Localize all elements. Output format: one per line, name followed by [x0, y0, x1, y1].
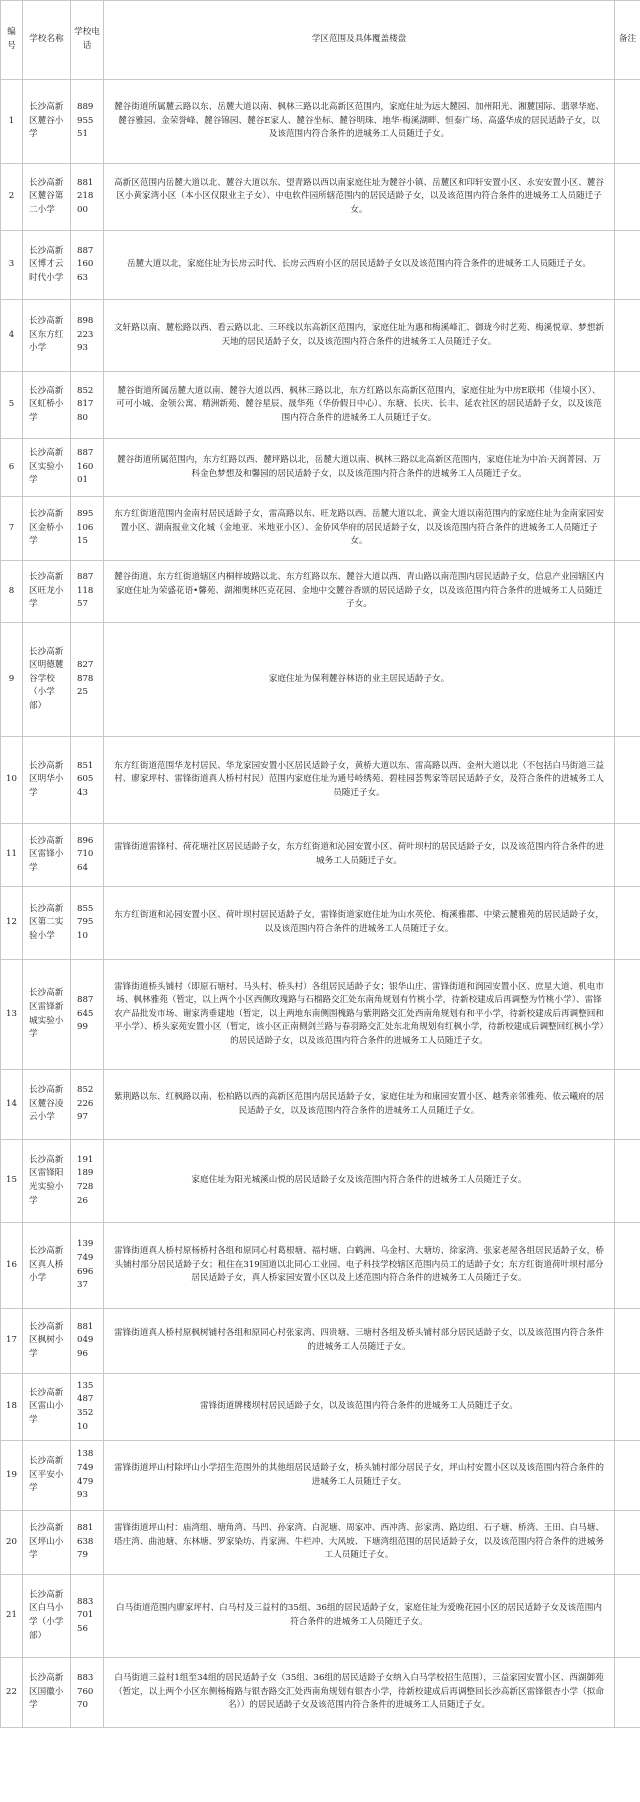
table-header-row	[1, 1, 640, 80]
row-no: 9	[1, 623, 23, 737]
row-scope: 雷锋街道桥头铺村（即原石塘村、马头村、桥头村）各组居民适龄子女；银华山庄、雷锋街道和润园安置小区、庶星大道、机电市场、枫林雅苑（暂定，以上两个小区西侧玫瑰路与石榴路交汇处东南角规划有竹桃小学，待新校建成后再调整为竹桃小学）、雷锋农产品批发市场、谢家湾垂建地（暂定，以上两地东南侧围槐路与紫荆路交汇处西南角规划有和平小学，待新校建成后再调整回和平小学）、桥头家苑安置小区（暂定，该小区正南侧剑兰路与春羽路交汇处东北角规划有红枫小学，待新校建成后调整回红枫小学）的居民适龄子女，以及该范围内符合条件的进城务工人员随迁子女。	[104, 960, 615, 1070]
header-district-scope: 学区范围及具体覆盖楼盘	[104, 1, 615, 80]
row-phone: 139 749 696 37	[71, 1223, 104, 1309]
table-row	[1, 1309, 640, 1374]
row-school-name: 长沙高新区雷锋小学	[23, 824, 71, 887]
row-scope: 家庭住址为保利麓谷林语的业主居民适龄子女。	[104, 623, 615, 737]
row-scope: 雷锋街道牌楼坝村居民适龄子女，以及该范围内符合条件的进城务工人员随迁子女。	[104, 1374, 615, 1441]
row-note	[615, 1441, 640, 1511]
row-note	[615, 439, 640, 497]
row-no: 17	[1, 1309, 23, 1374]
row-note	[615, 1140, 640, 1223]
row-no: 18	[1, 1374, 23, 1441]
row-scope: 雷锋街道真人桥村原杨桥村各组和原同心村葛根塘、福村塘、白鹤洲、乌金村、大塘坊、徐家湾、张家老屋各组居民适龄子女，桥头铺村部分居民适龄子女；租住在319国道以北同心工业园、电子科技学校辖区范围内员工的适龄子女；东方红街道荷叶坝村部分居民适龄子女，真人桥家园安置小区以及上述范围内符合条件的进城务工人员随迁子女。	[104, 1223, 615, 1309]
table-row	[1, 300, 640, 372]
table-row	[1, 439, 640, 497]
row-phone: 887 160 01	[71, 439, 104, 497]
row-no: 2	[1, 164, 23, 231]
row-scope: 文轩路以南、麓松路以西、看云路以北、三环线以东高新区范围内，家庭住址为惠和梅溪峰汇、御珑今时艺苑、梅溪悦章、梦想新天地的居民适龄子女，以及该范围内符合条件的进城务工人员随迁子女。	[104, 300, 615, 372]
table-row	[1, 231, 640, 300]
row-no: 4	[1, 300, 23, 372]
table-row	[1, 164, 640, 231]
row-note	[615, 960, 640, 1070]
row-note	[615, 497, 640, 561]
row-school-name: 长沙高新区白马小学（小学部）	[23, 1575, 71, 1658]
row-note	[615, 1658, 640, 1728]
table-row	[1, 561, 640, 623]
row-no: 6	[1, 439, 23, 497]
row-school-name: 长沙高新区平安小学	[23, 1441, 71, 1511]
row-no: 10	[1, 737, 23, 824]
row-scope: 东方红街道和沁园安置小区、荷叶坝村居民适龄子女，雷锋街道家庭住址为山水英伦、梅溪雅郡、中梁云麓雅苑的居民适龄子女，以及该范围内符合条件的进城务工人员随迁子女。	[104, 887, 615, 960]
row-phone: 138 749 479 93	[71, 1441, 104, 1511]
header-school-name: 学校名称	[23, 1, 71, 80]
row-school-name: 长沙高新区真人桥小学	[23, 1223, 71, 1309]
table-row	[1, 1658, 640, 1728]
row-phone: 881 218 00	[71, 164, 104, 231]
table-row	[1, 1441, 640, 1511]
row-school-name: 长沙高新区明德麓谷学校（小学部）	[23, 623, 71, 737]
row-scope: 麓谷街道所属岳麓大道以南、麓谷大道以西、枫林三路以北，东方红路以东高新区范围内，家庭住址为中房E联邦（佳境小区）、可可小城、金领公寓、精洲新苑、麓谷星辰、晟华苑（华侨假日中心）、东塘、长庆、长丰、延农社区的居民适龄子女，以及该范围内符合条件的进城务工人员随迁子女。	[104, 372, 615, 439]
row-school-name: 长沙高新区第二实验小学	[23, 887, 71, 960]
row-school-name: 长沙高新区实验小学	[23, 439, 71, 497]
row-school-name: 长沙高新区旺龙小学	[23, 561, 71, 623]
table-row	[1, 1070, 640, 1140]
row-phone: 135 487 352 10	[71, 1374, 104, 1441]
row-school-name: 长沙高新区麓谷小学	[23, 80, 71, 164]
row-phone: 881 638 79	[71, 1511, 104, 1575]
row-scope: 白马街道范围内廖家坪村、白马村及三益村的35组、36组的居民适龄子女，家庭住址为爱晚花园小区的居民适龄子女及该范围内符合条件的进城务工人员随迁子女。	[104, 1575, 615, 1658]
row-school-name: 长沙高新区东方红小学	[23, 300, 71, 372]
table-row	[1, 623, 640, 737]
row-no: 5	[1, 372, 23, 439]
row-note	[615, 824, 640, 887]
row-no: 15	[1, 1140, 23, 1223]
row-scope: 白马街道三益村1组至34组的居民适龄子女（35组、36组的居民适龄子女纳入白马学校招生范围），三益家园安置小区、西湖御苑（暂定，以上两个小区东侧杨梅路与银杏路交汇处西南角规划有银杏小学，待新校建成后再调整回长沙高新区雷锋银杏小学（拟命名））的居民适龄子女及该范围内符合条件的进城务工人员随迁子女。	[104, 1658, 615, 1728]
row-school-name: 长沙高新区麓谷凌云小学	[23, 1070, 71, 1140]
table-row	[1, 824, 640, 887]
row-no: 21	[1, 1575, 23, 1658]
table-row	[1, 1511, 640, 1575]
row-phone: 895 106 15	[71, 497, 104, 561]
row-scope: 麓谷街道所属范围内，东方红路以西、麓坪路以北，岳麓大道以南、枫林三路以北高新区范围内，家庭住址为中冶·天润菁园、万科金色梦想及和馨园的居民适龄子女，以及该范围内符合条件的进城务工人员随迁子女。	[104, 439, 615, 497]
row-school-name: 长沙高新区枫树小学	[23, 1309, 71, 1374]
row-school-name: 长沙高新区金桥小学	[23, 497, 71, 561]
row-note	[615, 1575, 640, 1658]
row-scope: 紫荆路以东、红枫路以南、松柏路以西的高新区范围内居民适龄子女，家庭住址为和康园安置小区、越秀亲邻雅苑、依云曦府的居民适龄子女，以及该范围内符合条件的进城务工人员随迁子女。	[104, 1070, 615, 1140]
row-phone: 898 223 93	[71, 300, 104, 372]
header-no: 编号	[1, 1, 23, 80]
row-no: 8	[1, 561, 23, 623]
row-phone: 883 701 56	[71, 1575, 104, 1658]
row-note	[615, 623, 640, 737]
row-no: 7	[1, 497, 23, 561]
row-note	[615, 372, 640, 439]
row-scope: 雷锋街道雷锋村、荷花塘社区居民适龄子女，东方红街道和沁园安置小区、荷叶坝村的居民适龄子女，以及该范围内符合条件的进城务工人员随迁子女。	[104, 824, 615, 887]
row-phone: 852 226 97	[71, 1070, 104, 1140]
row-scope: 高新区范围内岳麓大道以北、麓谷大道以东、望青路以西以南家庭住址为麓谷小镇、岳麓区和印轩安置小区、永安安置小区、麓谷区小黄家湾小区（本小区仅限业主子女）、中电软件园所辖范围内的居民适龄子女，以及该范围内符合条件的进城务工人员随迁子女。	[104, 164, 615, 231]
row-note	[615, 1070, 640, 1140]
row-note	[615, 231, 640, 300]
row-phone: 889 955 51	[71, 80, 104, 164]
row-note	[615, 164, 640, 231]
row-phone: 887 118 57	[71, 561, 104, 623]
row-phone: 827 878 25	[71, 623, 104, 737]
row-no: 3	[1, 231, 23, 300]
table-row	[1, 960, 640, 1070]
row-school-name: 长沙高新区博才云时代小学	[23, 231, 71, 300]
row-phone: 887 645 99	[71, 960, 104, 1070]
row-note	[615, 561, 640, 623]
row-note	[615, 1511, 640, 1575]
row-phone: 883 760 70	[71, 1658, 104, 1728]
row-scope: 东方红街道范围内金南村居民适龄子女，雷高路以东、旺龙路以西、岳麓大道以北、黄金大道以南范围内的家庭住址为金南家园安置小区、湖南报业文化城（金地亚、米地亚小区）、金侨风华府的居民适龄子女，以及该范围内符合条件的进城务工人员随迁子女。	[104, 497, 615, 561]
row-no: 16	[1, 1223, 23, 1309]
row-phone: 851 605 43	[71, 737, 104, 824]
row-note	[615, 887, 640, 960]
row-school-name: 长沙高新区国徽小学	[23, 1658, 71, 1728]
row-phone: 887 160 63	[71, 231, 104, 300]
table-row	[1, 1140, 640, 1223]
row-note	[615, 1309, 640, 1374]
row-note	[615, 1374, 640, 1441]
row-no: 11	[1, 824, 23, 887]
row-scope: 家庭住址为阳光城溪山悦的居民适龄子女及该范围内符合条件的进城务工人员随迁子女。	[104, 1140, 615, 1223]
row-scope: 雷锋街道坪山村除坪山小学招生范围外的其他组居民适龄子女，桥头铺村部分居民子女，坪山村安置小区以及该范围内符合条件的进城务工人员随迁子女。	[104, 1441, 615, 1511]
row-scope: 麓谷街道、东方红街道辖区内桐梓坡路以北、东方红路以东、麓谷大道以西、青山路以南范围内居民适龄子女，信息产业园辖区内家庭住址为荣盛花语•馨苑、湖湘奥林匹克花园、金地中交麓谷香颂的居民适龄子女，以及该范围内符合条件的进城务工人员随迁子女。	[104, 561, 615, 623]
row-no: 1	[1, 80, 23, 164]
row-note	[615, 1223, 640, 1309]
row-no: 20	[1, 1511, 23, 1575]
table-row	[1, 80, 640, 164]
row-note	[615, 80, 640, 164]
table-row	[1, 887, 640, 960]
header-school-phone: 学校电话	[71, 1, 104, 80]
row-school-name: 长沙高新区虹桥小学	[23, 372, 71, 439]
row-scope: 雷锋街道坪山村：庙湾组、塘角湾、马凹、孙家湾、白泥塘、周家冲、西冲湾、彭家湾、路边组、石子塘、桥湾、王田、白马塘、塔庄湾、曲池塘、东林塘、罗家染坊、肖家洲、牛栏冲、大风坡、下塘湾组范围的居民适龄子女，以及该范围内符合条件的进城务工人员随迁子女。	[104, 1511, 615, 1575]
row-school-name: 长沙高新区明华小学	[23, 737, 71, 824]
table-row	[1, 497, 640, 561]
row-note	[615, 737, 640, 824]
row-scope: 东方红街道范围华龙村居民、华龙家园安置小区居民适龄子女，黄桥大道以东、雷高路以西、金州大道以北（不包括白马街道三益村、廖家坪村、雷锋街道真人桥村村民）范围内家庭住址为通号岭绣苑、碧桂园荟隽家等居民适龄子女，及符合条件的进城务工人员随迁子女。	[104, 737, 615, 824]
row-scope: 雷锋街道真人桥村原枫树铺村各组和原同心村张家湾、四贵塘、三塘村各组及桥头铺村部分居民适龄子女，以及该范围内符合条件的进城务工人员随迁子女。	[104, 1309, 615, 1374]
row-scope: 岳麓大道以北，家庭住址为长房云时代、长房云西府小区的居民适龄子女以及该范围内符合条件的进城务工人员随迁子女。	[104, 231, 615, 300]
row-phone: 855 795 10	[71, 887, 104, 960]
row-scope: 麓谷街道所属麓云路以东、岳麓大道以南、枫林三路以北高新区范围内，家庭住址为远大麓园、加州阳光、湘麓国际、翡翠华庭、麓谷雅园、金荣誉峰、麓谷锦园、麓谷E家人、麓谷坐标、麓谷明珠、地华·梅溪湖畔、恒泰广场、高盛华成的居民适龄子女，以及该范围内符合条件的进城务工人员随迁子女。	[104, 80, 615, 164]
row-note	[615, 300, 640, 372]
row-phone: 896 710 64	[71, 824, 104, 887]
table-row	[1, 1575, 640, 1658]
row-phone: 881 049 96	[71, 1309, 104, 1374]
row-no: 13	[1, 960, 23, 1070]
row-no: 12	[1, 887, 23, 960]
table-row	[1, 1223, 640, 1309]
header-note: 备注	[615, 1, 640, 80]
table-row	[1, 372, 640, 439]
row-no: 19	[1, 1441, 23, 1511]
row-school-name: 长沙高新区雷山小学	[23, 1374, 71, 1441]
row-school-name: 长沙高新区麓谷第二小学	[23, 164, 71, 231]
row-school-name: 长沙高新区雷锋新城实验小学	[23, 960, 71, 1070]
row-school-name: 长沙高新区坪山小学	[23, 1511, 71, 1575]
row-phone: 852 817 80	[71, 372, 104, 439]
table-row	[1, 737, 640, 824]
row-phone: 191 189 728 26	[71, 1140, 104, 1223]
row-no: 14	[1, 1070, 23, 1140]
row-no: 22	[1, 1658, 23, 1728]
table-row	[1, 1374, 640, 1441]
row-school-name: 长沙高新区雷锋阳光实验小学	[23, 1140, 71, 1223]
